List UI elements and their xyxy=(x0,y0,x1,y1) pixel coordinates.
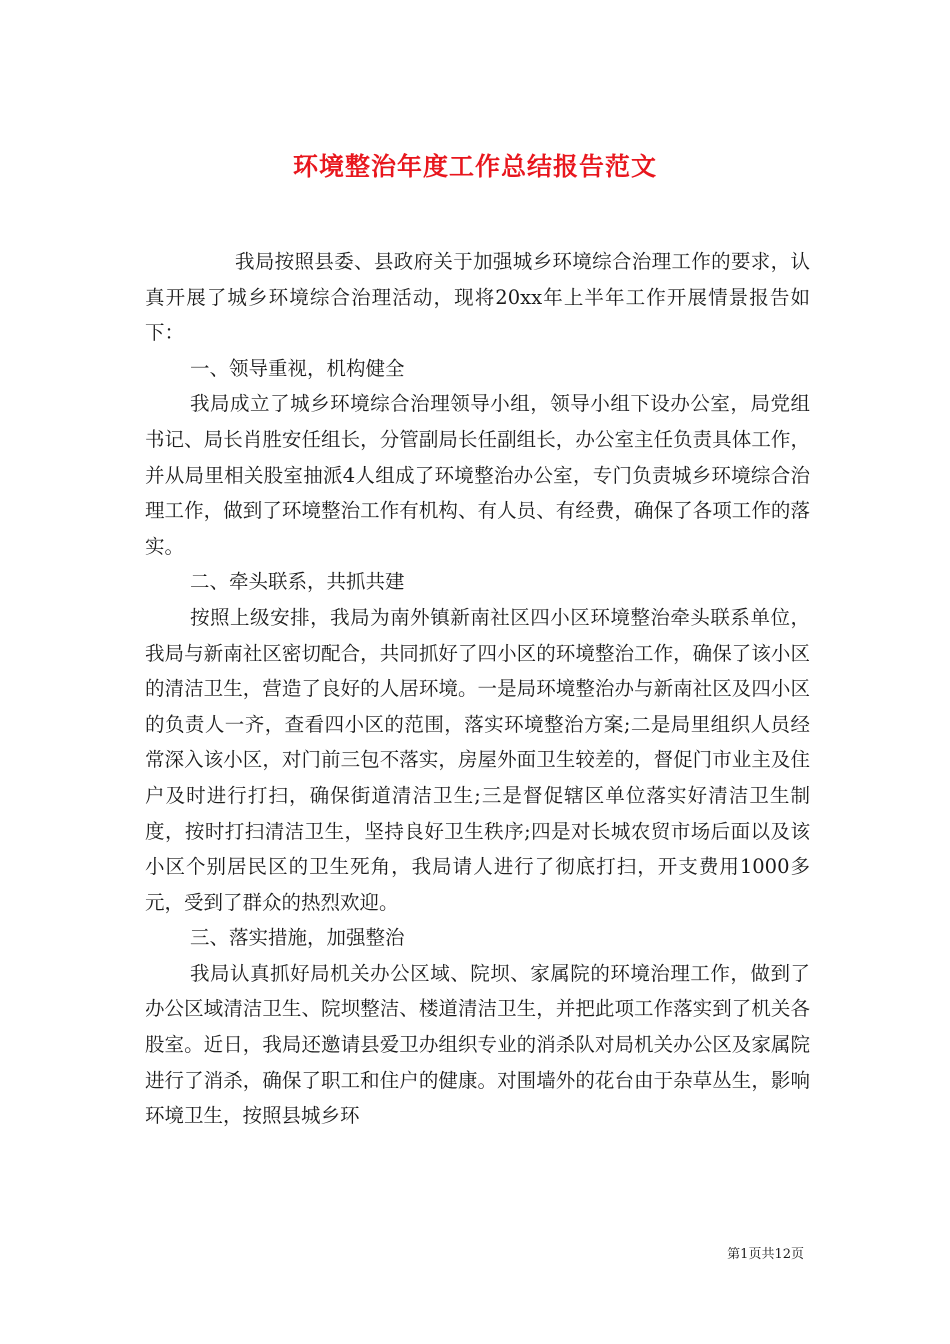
section-heading-2: 二、牵头联系，共抓共建 xyxy=(190,570,405,594)
section-paragraph-2: 按照上级安排，我局为南外镇新南社区四小区环境整治牵头联系单位，我局与新南社区密切配合，共同抓好了四小区的环境整治工作，确保了该小区的清洁卫生，营造了良好的人居环境。一是局环境整治办与新南社区及四小区的负责人一齐，查看四小区的范围，落实环境整治方案;二是局里组织人员经常深入该小区，对门前三包不落实，房屋外面卫生较差的，督促门市业主及住户及时进行打扫，确保街道清洁卫生;三是督促辖区单位落实好清洁卫生制度，按时打扫清洁卫生，坚持良好卫生秩序;四是对长城农贸市场后面以及该小区个别居民区的卫生死角，我局请人进行了彻底打扫，开支费用1000多元，受到了群众的热烈欢迎。 xyxy=(145,605,810,914)
document-title: 环境整治年度工作总结报告范文 xyxy=(292,151,657,181)
section-heading-1: 一、领导重视，机构健全 xyxy=(190,356,405,380)
page-number-label: 第1页共12页 xyxy=(727,1247,804,1262)
section-paragraph-3: 我局认真抓好局机关办公区域、院坝、家属院的环境治理工作，做到了办公区域清洁卫生、院坝整洁、楼道清洁卫生，并把此项工作落实到了机关各股室。近日，我局还邀请县爱卫办组织专业的消杀队对局机关办公区及家属院进行了消杀，确保了职工和住户的健康。对围墙外的花台由于杂草丛生，影响环境卫生，按照县城乡环 xyxy=(145,961,810,1128)
intro-paragraph: 我局按照县委、县政府关于加强城乡环境综合治理工作的要求，认真开展了城乡环境综合治理活动，现将20xx年上半年工作开展情景报告如下： xyxy=(145,250,810,345)
section-paragraph-1: 我局成立了城乡环境综合治理领导小组，领导小组下设办公室，局党组书记、局长肖胜安任组长，分管副局长任副组长，办公室主任负责具体工作，并从局里相关股室抽派4人组成了环境整治办公室，专门负责城乡环境综合治理工作，做到了环境整治工作有机构、有人员、有经费，确保了各项工作的落实。 xyxy=(145,392,810,558)
page-footer xyxy=(727,1246,804,1264)
section-heading-3: 三、落实措施，加强整治 xyxy=(190,926,405,950)
document-body xyxy=(145,244,810,1134)
